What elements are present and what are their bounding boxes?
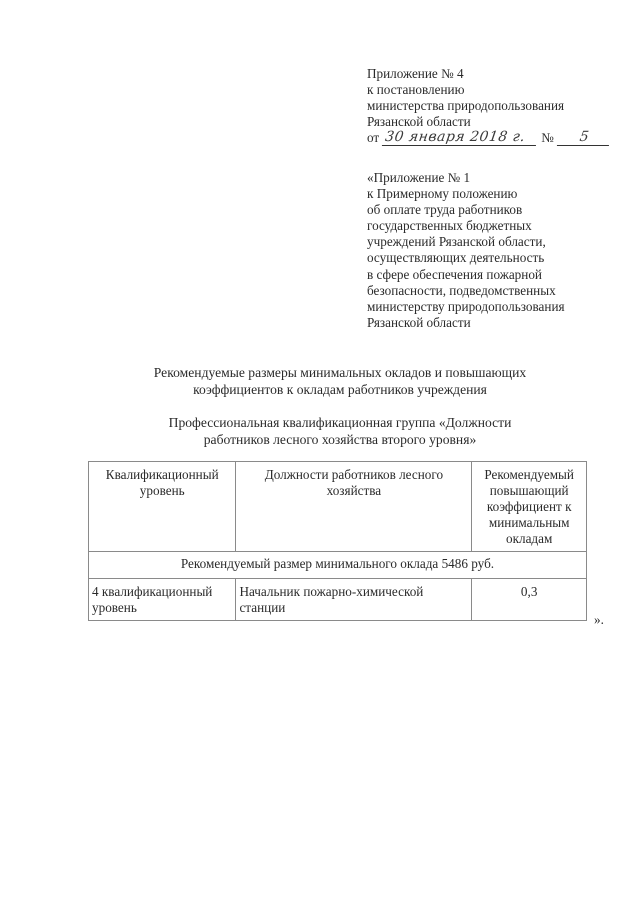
closing-quote-mark: ». [594, 612, 604, 627]
appendix-line: государственных бюджетных [367, 218, 532, 234]
header-positions: Должности работников лесного хозяйства [236, 462, 472, 552]
approval-block [367, 66, 627, 146]
coefficient-cell: 0,3 [472, 579, 587, 621]
appendix-line: Рязанской области [367, 314, 471, 330]
appendix-line: учреждений Рязанской области, [367, 234, 546, 250]
appendix-line: безопасности, подведомственных [367, 282, 556, 298]
appendix-line: осуществляющих деятельность [367, 250, 545, 266]
handwritten-number: 5 [557, 130, 611, 146]
header-coefficient: Рекомендуемый повышающий коэффициент к минимальным окладам [472, 462, 587, 552]
rates-table [88, 461, 587, 621]
appendix-line: «Приложение № 1 [367, 170, 471, 185]
group-title [90, 414, 590, 448]
number-label: № [541, 130, 554, 145]
appendix-line: об оплате труда работников [367, 202, 523, 218]
group-title-line: работников лесного хозяйства второго уровня» [203, 432, 477, 447]
table-merged-row [89, 552, 587, 579]
table-row [89, 579, 587, 621]
from-label: от [367, 130, 380, 145]
level-cell: 4 квалификационный уровень [89, 579, 236, 621]
title-line: Рекомендуемые размеры минимальных окладов и повышающих [153, 365, 527, 380]
document-title [90, 364, 590, 398]
approval-line: министерства природопользования [367, 98, 565, 113]
appendix-line: министерству природопользования [367, 298, 565, 314]
header-qualification-level: Квалификационный уровень [89, 462, 236, 552]
approval-line: к постановлению [367, 82, 465, 97]
group-title-line: Профессиональная квалификационная группа «Должности [168, 415, 512, 430]
table-header-row [89, 462, 587, 552]
position-cell: Начальник пожарно-химической станции [236, 579, 472, 621]
appendix-block [367, 170, 629, 331]
appendix-line: в сфере обеспечения пожарной [367, 266, 542, 282]
minimum-salary-cell: Рекомендуемый размер минимального оклада 5486 руб. [89, 552, 587, 579]
date-number-line [367, 130, 627, 146]
approval-line: Приложение № 4 [367, 66, 464, 81]
handwritten-date: 30 января 2018 г. [382, 130, 538, 146]
title-line: коэффициентов к окладам работников учреждения [193, 382, 487, 397]
appendix-line: к Примерному положению [367, 186, 518, 202]
approval-line: Рязанской области [367, 114, 471, 129]
